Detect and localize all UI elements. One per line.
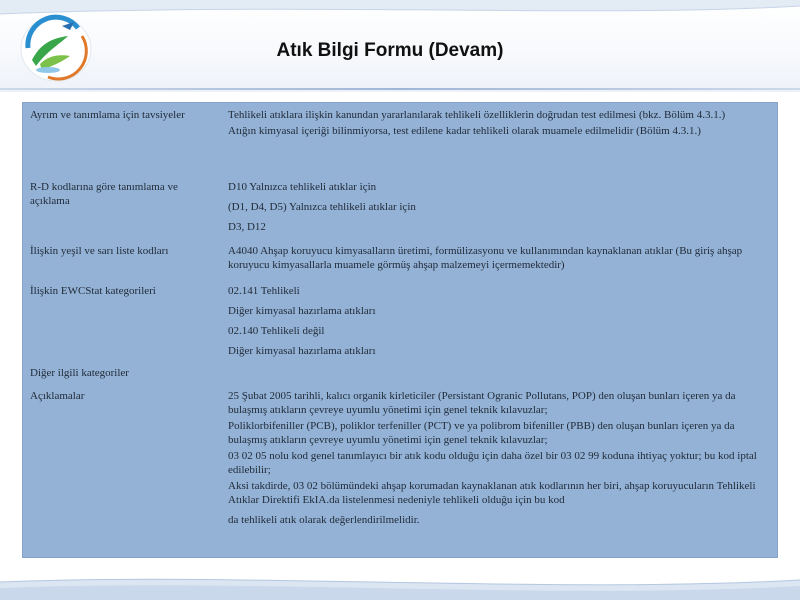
row-content (228, 389, 770, 529)
row-label: R-D kodlarına göre tanımlama ve açıklama (30, 181, 178, 207)
content-line: Poliklorbifeniller (PCB), poliklor terfeniller (PCT) ve ya polibrom bifeniller (PBB) den oluşan bunları içeren ya da bulaşmış atıkların çevreye uyumlu yönetimi için genel teknik kılavuzlar; (228, 420, 735, 446)
row-content (228, 284, 770, 360)
content-line: D10 Yalnızca tehlikeli atıklar için (228, 181, 377, 193)
ministry-logo-icon (18, 14, 94, 84)
page-title: Atık Bilgi Formu (Devam) (276, 40, 504, 61)
content-line: 03 02 05 nolu kod genel tanımlayıcı bir atık kodu olduğu için daha özel bir 03 02 99 koduna ihtiyaç yoktur; bu kod iptal edilebilir; (228, 450, 757, 476)
content-line: Diğer kimyasal hazırlama atıkları (228, 305, 376, 317)
content-line: D3, D12 (228, 221, 266, 233)
header-divider (0, 88, 800, 90)
content-line: 25 Şubat 2005 tarihli, kalıcı organik kirleticiler (Persistant Ogranic Pollutans, POP) den oluşan bunları içeren ya da bulaşmış atıkların çevreye uyumlu yönetimi için genel teknik kılavuzlar; (228, 390, 736, 416)
content-line: 02.140 Tehlikeli değil (228, 325, 325, 337)
content-line: Tehlikeli atıklara ilişkin kanundan yararlanılarak tehlikeli özelliklerin doğrudan test edilmesi (bkz. Bölüm 4.3.1.) (228, 109, 726, 121)
content-line: da tehlikeli atık olarak değerlendirilmelidir. (228, 514, 420, 526)
content-line: Diğer kimyasal hazırlama atıkları (228, 345, 376, 357)
row-label: Açıklamalar (30, 390, 85, 402)
content-line: 02.141 Tehlikeli (228, 285, 300, 297)
waste-info-table (22, 102, 778, 558)
row-content (228, 108, 770, 140)
content-line: Aksi takdirde, 03 02 bölümündeki ahşap korumadan kaynaklanan atık kodlarının her biri, ahşap koruyucuların Tehlikeli Atıklar Direktifi EkIA.da listelenmesi nedeniyle tehlikeli olduğu için bu kod (228, 480, 756, 506)
top-wave-decoration (0, 0, 800, 30)
row-label: İlişkin yeşil ve sarı liste kodları (30, 245, 169, 257)
row-label: İlişkin EWCStat kategorileri (30, 285, 156, 297)
content-line: (D1, D4, D5) Yalnızca tehlikeli atıklar için (228, 201, 416, 213)
bottom-wave-decoration (0, 572, 800, 600)
row-content (228, 180, 770, 236)
row-label: Diğer ilgili kategoriler (30, 367, 129, 379)
row-label: Ayrım ve tanımlama için tavsiyeler (30, 109, 185, 121)
content-line: Atığın kimyasal içeriği bilinmiyorsa, test edilene kadar tehlikeli olarak muamele edilmelidir (Bölüm 4.3.1.) (228, 125, 701, 137)
content-line: A4040 Ahşap koruyucu kimyasalların üretimi, formülizasyonu ve kullanımından kaynaklanan atıklar (Bu giriş ahşap koruyucu kimyasallarla muamele görmüş ahşap malzemeyi içermemektedir) (228, 245, 743, 271)
row-content (228, 244, 770, 274)
